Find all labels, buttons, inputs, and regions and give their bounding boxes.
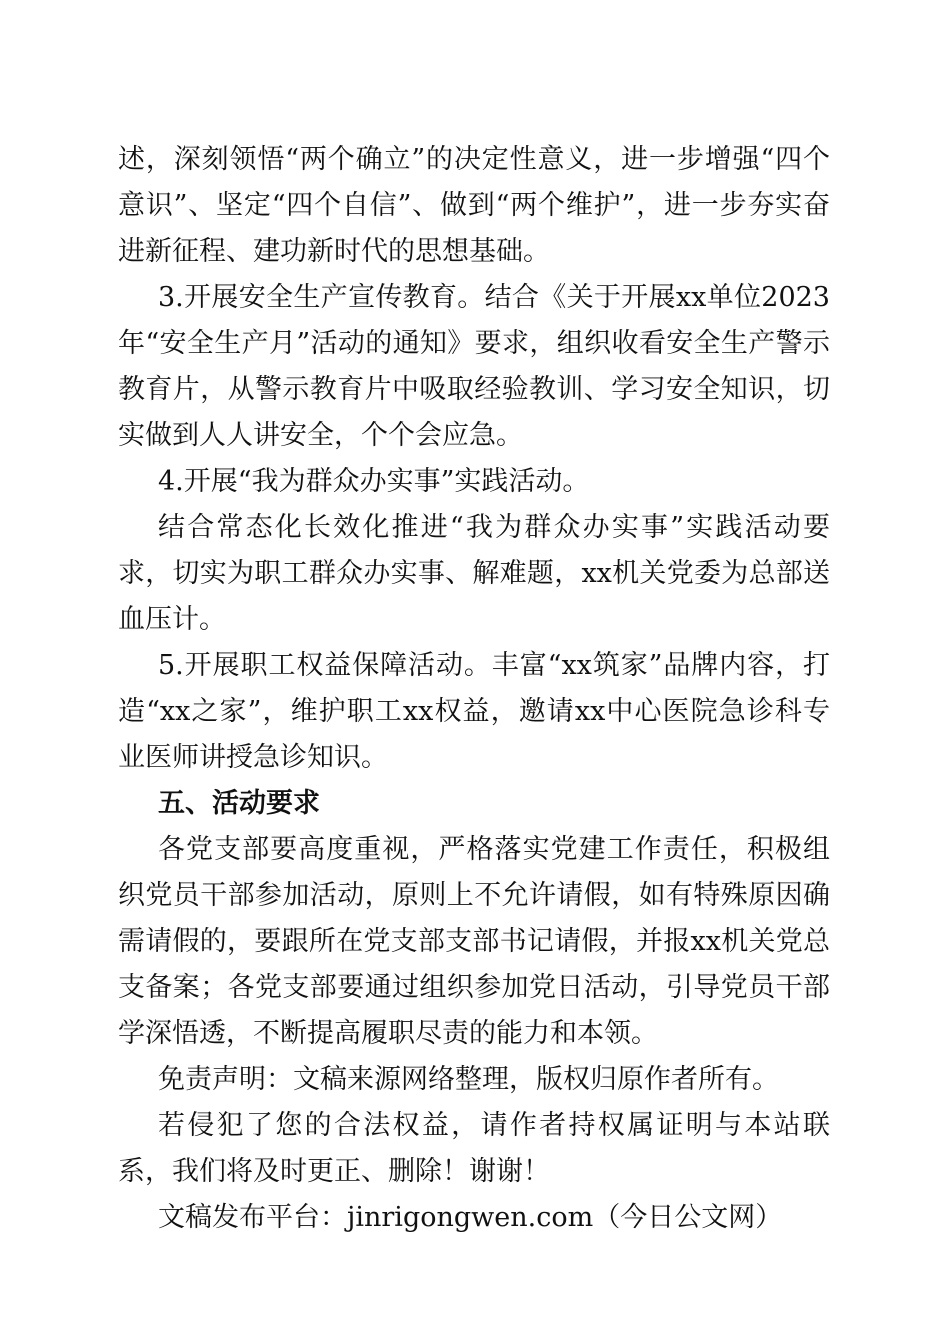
paragraph-item-5: 5.开展职工权益保障活动。丰富“xx筑家”品牌内容，打造“xx之家”，维护职工xx权益，邀请xx中心医院急诊科专业医师讲授急诊知识。: [118, 650, 830, 773]
paragraph-contact-notice: 若侵犯了您的合法权益，请作者持权属证明与本站联系，我们将及时更正、删除！谢谢！: [118, 1110, 830, 1187]
paragraph-item-4: 4.开展“我为群众办实事”实践活动。: [158, 466, 590, 497]
paragraph-requirements: 各党支部要高度重视，严格落实党建工作责任，积极组织党员干部参加活动，原则上不允许请假，如有特殊原因确需请假的，要跟所在党支部支部书记请假，并报xx机关党总支备案；各党支部要通过组织参加党日活动，引导党员干部学深悟透，不断提高履职尽责的能力和本领。: [118, 834, 830, 1049]
paragraph-item-3: 3.开展安全生产宣传教育。结合《关于开展xx单位2023年“安全生产月”活动的通知》要求，组织收看安全生产警示教育片，从警示教育片中吸取经验教训、学习安全知识，切实做到人人讲安全，个个会应急。: [118, 282, 830, 451]
paragraph-disclaimer: 免责声明：文稿来源网络整理，版权归原作者所有。: [158, 1064, 779, 1095]
paragraph-publisher: 文稿发布平台：jinrigongwen.com（今日公文网）: [158, 1202, 783, 1233]
section-heading-requirements: 五、活动要求: [158, 788, 320, 819]
paragraph-continued-text: 述，深刻领悟“两个确立”的决定性意义，进一步增强“四个意识”、坚定“四个自信”、做到“两个维护”，进一步夯实奋进新征程、建功新时代的思想基础。: [118, 144, 830, 267]
document-body: [118, 137, 830, 1241]
paragraph-item-4-detail: 结合常态化长效化推进“我为群众办实事”实践活动要求，切实为职工群众办实事、解难题，xx机关党委为总部送血压计。: [118, 512, 830, 635]
